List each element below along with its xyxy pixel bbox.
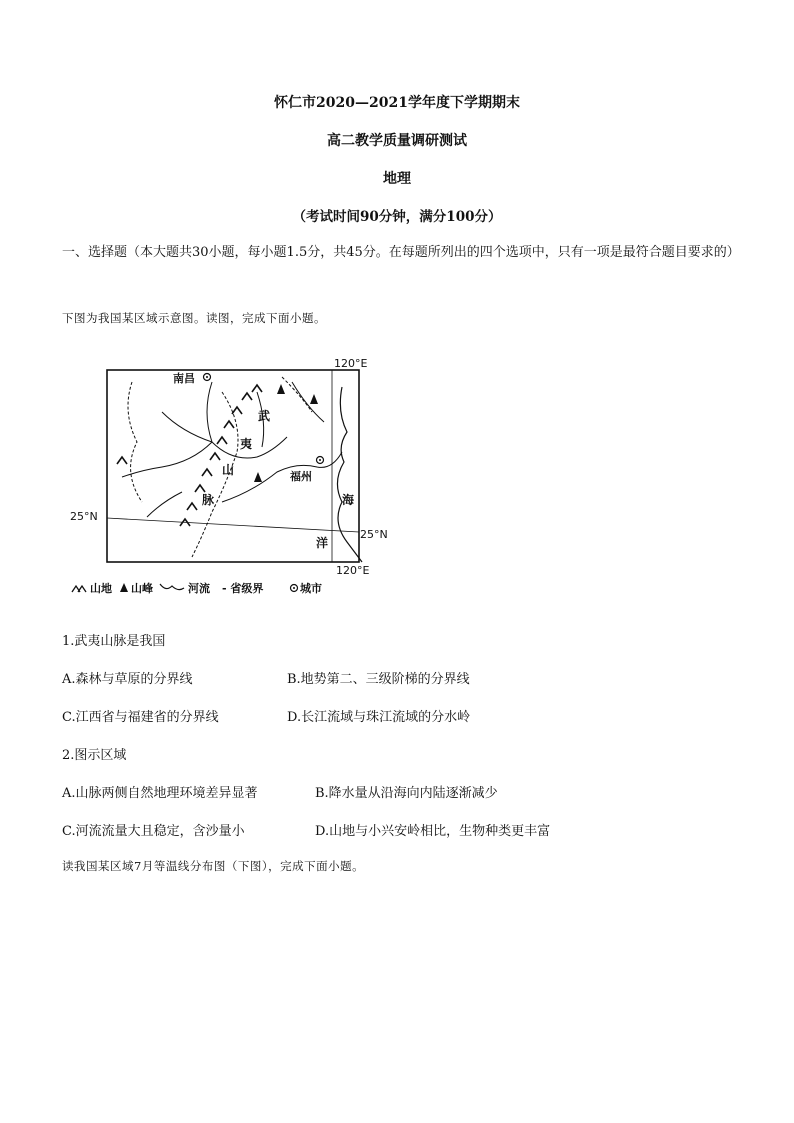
sea-label-1: 海 [342, 493, 355, 507]
q2-stem: 2.图示区域 [62, 748, 127, 763]
region-map [62, 352, 396, 598]
section-instructions: 一、选择题（本大题共30小题，每小题1.5分，共45分。在每题所列出的四个选项中，只有一项是最符合题目要求的） [62, 245, 740, 260]
legend-peak: 山峰 [131, 582, 153, 595]
legend-city: 城市 [300, 582, 322, 595]
legend-mountain: 山地 [90, 582, 112, 595]
q1-option-a: A.森林与草原的分界线 [62, 672, 193, 687]
q2-option-d: D.山地与小兴安岭相比，生物种类更丰富 [315, 824, 551, 839]
range-label-2: 夷 [240, 437, 253, 451]
q2-option-a: A.山脉两侧自然地理环境差异显著 [62, 786, 258, 801]
q1-option-d: D.长江流域与珠江流域的分水岭 [287, 710, 471, 725]
q1-stem: 1.武夷山脉是我国 [62, 634, 166, 649]
lon-label-bottom: 120°E [336, 564, 370, 577]
lat-label-right: 25°N [360, 528, 388, 541]
legend-river: 河流 [188, 582, 210, 595]
city-label-nanchang: 南昌 [173, 372, 195, 385]
province-borders [128, 377, 312, 557]
lat-label-left: 25°N [70, 510, 98, 523]
city-label-fuzhou: 福州 [290, 470, 312, 483]
q1-option-b: B.地势第二、三级阶梯的分界线 [287, 672, 470, 687]
group2-intro: 读我国某区域7月等温线分布图（下图），完成下面小题。 [62, 859, 365, 873]
mountain-symbols [117, 385, 262, 526]
q2-option-b: B.降水量从沿海向内陆逐渐减少 [315, 786, 498, 801]
range-label-1: 武 [258, 409, 271, 423]
exam-subtitle: 高二教学质量调研测试 [327, 133, 467, 149]
subject-title: 地理 [383, 171, 411, 187]
legend-border: - 省级界 [222, 582, 264, 595]
q2-option-c: C.河流流量大且稳定，含沙量小 [62, 824, 245, 839]
map-legend [72, 581, 322, 595]
exam-info: （考试时间90分钟，满分100分） [292, 209, 502, 225]
range-label-4: 脉 [202, 493, 215, 507]
q1-option-c: C.江西省与福建省的分界线 [62, 710, 219, 725]
range-label-3: 山 [222, 463, 235, 477]
sea-label-2: 洋 [316, 536, 329, 550]
exam-title: 怀仁市2020—2021学年度下学期期末 [274, 95, 520, 111]
group1-intro: 下图为我国某区域示意图。读图，完成下面小题。 [62, 311, 326, 325]
rivers [122, 382, 342, 517]
latitude-line [107, 518, 359, 532]
lon-label-top: 120°E [334, 357, 368, 370]
